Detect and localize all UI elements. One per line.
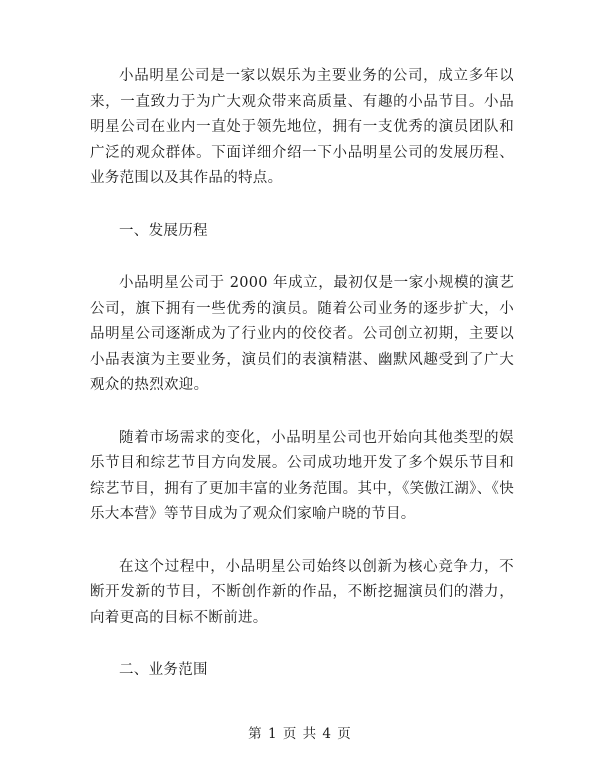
history-paragraph-1: 小品明星公司于 2000 年成立，最初仅是一家小规模的演艺公司，旗下拥有一些优秀的演员。随着公司业务的逐步扩大，小品明星公司逐渐成为了行业内的佼佼者。公司创立初期，主要以小品表演为主要业务，演员们的表演精湛、幽默风趣受到了广大观众的热烈欢迎。 [90, 275, 514, 393]
section-heading-history: 一、发展历程 [119, 222, 208, 239]
page-number-footer: 第 1 页 共 4 页 [248, 726, 352, 742]
history-paragraph-2: 随着市场需求的变化，小品明星公司也开始向其他类型的娱乐节目和综艺节目方向发展。公司成功地开发了多个娱乐节目和综艺节目，拥有了更加丰富的业务范围。其中，《笑傲江湖》、《快乐大本营》等节目成为了观众们家喻户晓的节目。 [90, 429, 514, 522]
section-heading-business-scope: 二、业务范围 [119, 662, 208, 678]
history-paragraph-3: 在这个过程中，小品明星公司始终以创新为核心竞争力，不断开发新的节目，不断创作新的作品，不断挖掘演员们的潜力，向着更高的目标不断前进。 [90, 558, 514, 626]
intro-paragraph: 小品明星公司是一家以娱乐为主要业务的公司，成立多年以来，一直致力于为广大观众带来高质量、有趣的小品节目。小品明星公司在业内一直处于领先地位，拥有一支优秀的演员团队和广泛的观众群体。下面详细介绍一下小品明星公司的发展历程、业务范围以及其作品的特点。 [90, 68, 514, 186]
document-body [90, 64, 514, 684]
